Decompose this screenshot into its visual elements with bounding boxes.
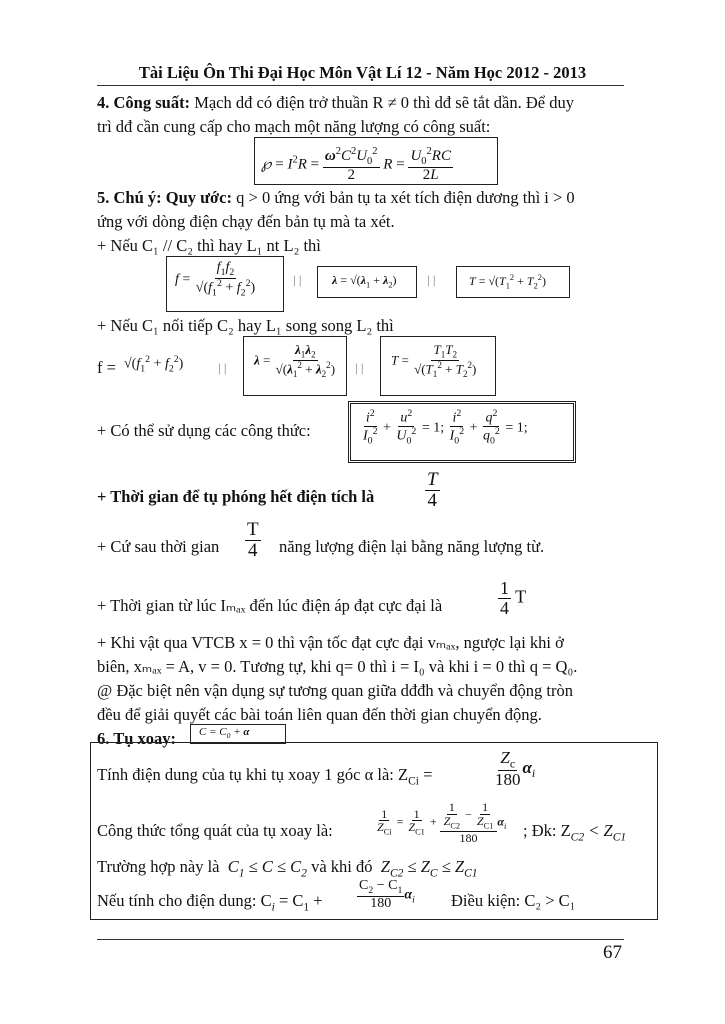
every-tail: năng lượng điện lại bằng năng lượng từ. <box>279 537 545 556</box>
sec4-line1 <box>97 93 574 113</box>
parallel-case: + Nếu C₁ // C₂ thì hay L₁ nt L₂ thì <box>97 236 321 255</box>
sec6-line4-text: Nếu tính cho điện dung: C <box>97 891 272 910</box>
series-case: + Nếu C₁ nối tiếp C₂ hay L₁ song song L₂ thì <box>97 316 394 335</box>
sec4-heading: 4. Công suất: <box>97 93 191 112</box>
note-line2: đều để giải quyết các bài toán liên quan đến thời gian chuyển động. <box>97 705 542 724</box>
c-formula-box: $C = C_0 + \alpha$ <box>190 724 286 744</box>
zci-formula: $\frac{Z_c}{180}$ $\alpha_i$ <box>495 748 536 789</box>
energy-formulas-box: $\frac{i^2}{I_0^2}$ + $\frac{u^2}{U_0^2}$ = 1; $\frac{i^2}{I_0^2}$ + $\frac{q^2}{q_0^2}$ = 1; <box>348 401 576 463</box>
separator: | | <box>293 272 302 287</box>
condition-2: Điều kiện: C₂ > C₁ <box>451 891 576 910</box>
page-number: 67 <box>603 942 622 963</box>
f-series-formula: $√(f_1^2 + f_2^2)$ <box>124 354 184 375</box>
separator: | | <box>427 272 436 287</box>
f-eq-label: f = <box>97 358 116 377</box>
sec6-line1: Tính điện dung của tụ khi tụ xoay 1 góc α là: $Z_{Ci}$ = <box>97 765 433 788</box>
sec6-heading: 6. Tụ xoay: <box>97 729 177 748</box>
sec6-line3-mid: và khi đó <box>311 857 373 876</box>
sec6-line2: Công thức tổng quát của tụ xoay là: <box>97 821 333 840</box>
page-header: Tài Liệu Ôn Thi Đại Học Môn Vật Lí 12 - Năm Học 2012 - 2013 <box>138 63 587 82</box>
from-imax-line: + Thời gian từ lúc Iₘₐₓ đến lúc điện áp đạt cực đại là <box>97 596 443 615</box>
t-parallel-box: $T = √(T_1^2 + T_2^2)$ <box>456 266 570 298</box>
separator: | | <box>218 360 227 375</box>
sec4-text1: Mạch dđ có điện trở thuần R ≠ 0 thì dđ sẽ tắt dần. Để duy <box>190 93 574 112</box>
quarter-t: $\frac{1}{4}$ T <box>500 578 527 618</box>
power-formula-box: ℘ = $I^2R$ = $\frac{\omega^2C^2U_0^2}{2}$ R = $\frac{U_0^2RC}{2L}$ <box>254 137 498 185</box>
capacitor-rotation-box <box>90 742 658 920</box>
sec5-heading: 5. Chú ý: Quy ước: <box>97 188 233 207</box>
can-use-line: + Có thể sử dụng các công thức: <box>97 421 311 440</box>
vtcb-line2: biên, xₘₐₓ = A, v = 0. Tương tự, khi q= 0 thì i = I₀ và khi i = 0 thì q = Q₀. <box>97 657 578 676</box>
t-over-4-a: $\frac{T}{4}$ <box>427 469 438 511</box>
f-parallel-box: f = $\frac{f_1f_2}{√(f_1^2 + f_2^2)}$ <box>166 256 284 312</box>
every-line: + Cứ sau thời gian <box>97 537 220 556</box>
t-series-box: T = $\frac{T_1T_2}{√(T_1^2 + T_2^2)}$ <box>380 336 496 396</box>
sec6-line3: Trường hợp này là $C_1 \le C \le C_2$ và khi đó $Z_{C2} \le Z_C \le Z_{C1}$ <box>97 857 478 880</box>
discharge-line: + Thời gian để tụ phóng hết điện tích là <box>97 487 375 506</box>
sec5-text1: q > 0 ứng với bản tụ ta xét tích điện dương thì i > 0 <box>232 188 575 207</box>
sec4-line2: trì dđ cần cung cấp cho mạch một năng lượng có công suất: <box>97 117 491 136</box>
sec5-line2: ứng với dòng điện chạy đến bản tụ mà ta xét. <box>97 212 395 231</box>
lambda-parallel-box: $\lambda = √(\lambda_1 + \lambda_2)$ <box>317 266 417 298</box>
lambda-series-box: λ = $\frac{\lambda_1\lambda_2}{√(\lambda_1^2 + \lambda_2^2)}$ <box>243 336 347 396</box>
header-rule <box>97 85 624 86</box>
condition-1: ; Đk: $Z_{C2} < Z_{C1}$ <box>523 821 627 844</box>
sec5-line1 <box>97 188 575 208</box>
sec6-line3-text: Trường hợp này là <box>97 857 220 876</box>
condition-1-label: ; Đk: Z <box>523 821 571 840</box>
note-line1: @ Đặc biệt nên vận dụng sự tương quan giữa dđđh và chuyển động tròn <box>97 681 573 700</box>
footer-rule <box>97 939 624 940</box>
t-over-4-b: $\frac{T}{4}$ <box>247 519 259 561</box>
sec6-line4: Nếu tính cho điện dung: $C_i = C_1$ + <box>97 891 323 914</box>
general-formula: $\frac{1}{Z_{Ci}}$ = $\frac{1}{Z_{C1}}$ + $\frac{1}{Z_{C2}}$ − $\frac{1}{Z_{C1}}$ 180 $\alpha_i$ <box>377 800 507 845</box>
sec6-line1-text: Tính điện dung của tụ khi tụ xoay 1 góc α là: Z <box>97 765 409 784</box>
ci-formula: $\frac{C_2 - C_1}{180}$ $\alpha_i$ <box>359 878 415 912</box>
separator: | | <box>355 360 364 375</box>
vtcb-line1: + Khi vật qua VTCB x = 0 thì vận tốc đạt cực đại vₘₐₓ, ngược lại khi ở <box>97 633 564 652</box>
